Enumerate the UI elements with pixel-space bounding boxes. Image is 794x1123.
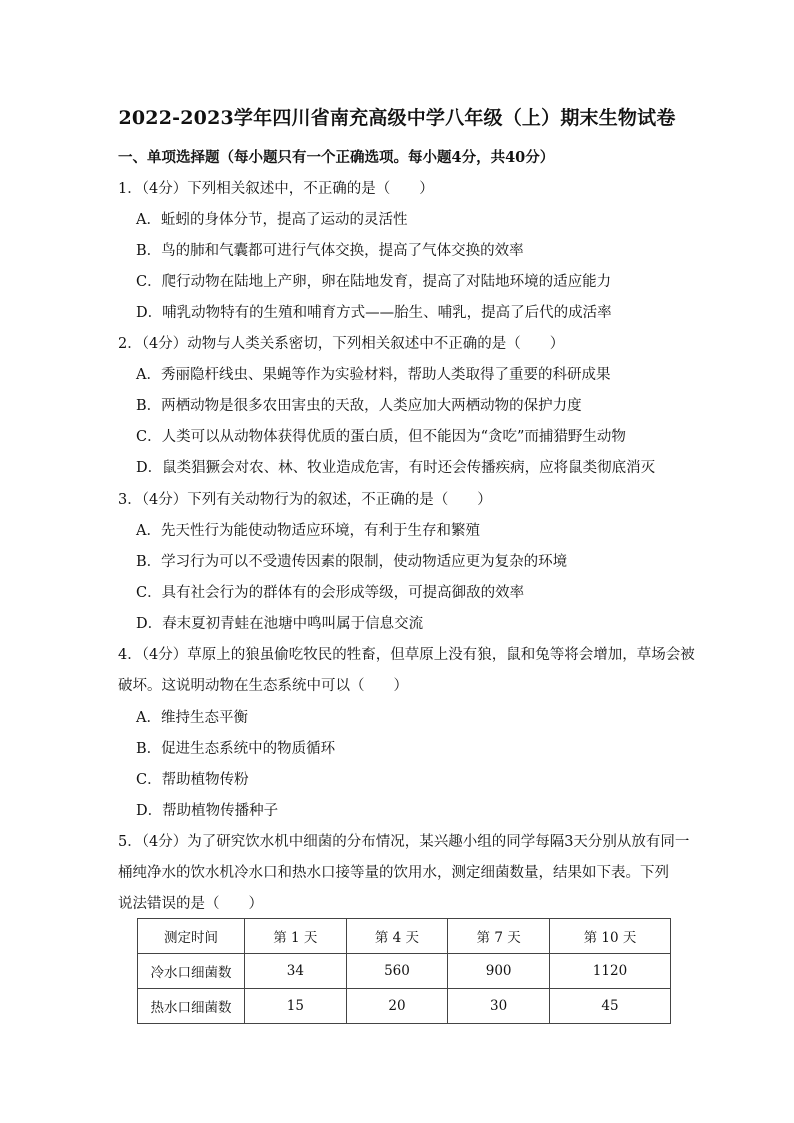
question-5-stem: 5．（4分）为了研究饮水机中细菌的分布情况，某兴趣小组的同学每隔3天分别从放有同一 (118, 834, 690, 850)
table-header-cell: 第 4 天 (346, 919, 448, 954)
question-4-stem-continued: 破坏。这说明动物在生态系统中可以（ ） (118, 678, 408, 694)
question-3-option-b: B．学习行为可以不受遗传因素的限制，使动物适应更为复杂的环境 (136, 554, 568, 570)
question-4-option-b: B．促进生态系统中的物质循环 (136, 741, 336, 757)
table-cell: 45 (549, 989, 670, 1024)
question-3-option-a: A．先天性行为能使动物适应环境，有利于生存和繁殖 (136, 523, 480, 539)
question-1-option-c: C．爬行动物在陆地上产卵，卵在陆地发育，提高了对陆地环境的适应能力 (136, 274, 612, 290)
question-4-stem: 4．（4分）草原上的狼虽偷吃牧民的牲畜，但草原上没有狼，鼠和兔等将会增加，草场会被 (118, 647, 695, 663)
table-cell: 20 (346, 989, 448, 1024)
question-2-stem: 2．（4分）动物与人类关系密切，下列相关叙述中不正确的是（ ） (118, 336, 565, 352)
question-2-option-d: D．鼠类猖獗会对农、林、牧业造成危害，有时还会传播疾病，应将鼠类彻底消灭 (136, 460, 656, 476)
table-row (138, 989, 671, 1024)
question-3-option-c: C．具有社会行为的群体有的会形成等级，可提高御敌的效率 (136, 585, 525, 601)
table-cell: 15 (245, 989, 347, 1024)
table-header-cell: 第 7 天 (448, 919, 550, 954)
table-cell: 560 (346, 954, 448, 989)
question-1-stem: 1．（4分）下列相关叙述中，不正确的是（ ） (118, 181, 434, 197)
question-3-option-d: D．春末夏初青蛙在池塘中鸣叫属于信息交流 (136, 616, 424, 632)
question-4-option-d: D．帮助植物传播种子 (136, 803, 279, 819)
table-cell: 热水口细菌数 (138, 989, 245, 1024)
table-cell: 34 (245, 954, 347, 989)
page-title: 2022-2023学年四川省南充高级中学八年级（上）期末生物试卷 (118, 107, 676, 129)
question-3-stem: 3．（4分）下列有关动物行为的叙述，不正确的是（ ） (118, 492, 492, 508)
question-5-stem-continued: 桶纯净水的饮水机冷水口和热水口接等量的饮用水，测定细菌数量，结果如下表。下列 (118, 865, 669, 881)
table-row (138, 954, 671, 989)
question-2-option-b: B．两栖动物是很多农田害虫的天敌，人类应加大两栖动物的保护力度 (136, 398, 582, 414)
question-4-option-c: C．帮助植物传粉 (136, 772, 249, 788)
table-cell: 1120 (549, 954, 670, 989)
table-cell: 30 (448, 989, 550, 1024)
table-cell: 900 (448, 954, 550, 989)
question-1-option-b: B．鸟的肺和气囊都可进行气体交换，提高了气体交换的效率 (136, 243, 524, 259)
bacteria-count-table (137, 918, 671, 1024)
section-heading: 一、单项选择题（每小题只有一个正确选项。每小题4分，共40分） (118, 149, 555, 166)
table-header-cell: 第 10 天 (549, 919, 670, 954)
question-2-option-a: A．秀丽隐杆线虫、果蝇等作为实验材料，帮助人类取得了重要的科研成果 (136, 367, 611, 383)
table-header-cell: 测定时间 (138, 919, 245, 954)
question-4-option-a: A．维持生态平衡 (136, 710, 248, 726)
table-cell: 冷水口细菌数 (138, 954, 245, 989)
question-1-option-a: A．蚯蚓的身体分节，提高了运动的灵活性 (136, 212, 408, 228)
question-1-option-d: D．哺乳动物特有的生殖和哺育方式——胎生、哺乳，提高了后代的成活率 (136, 305, 612, 321)
question-5-stem-continued-2: 说法错误的是（ ） (118, 896, 263, 912)
table-header-row (138, 919, 671, 954)
table-header-cell: 第 1 天 (245, 919, 347, 954)
question-2-option-c: C．人类可以从动物体获得优质的蛋白质，但不能因为“贪吃”而捕猎野生动物 (136, 429, 626, 445)
